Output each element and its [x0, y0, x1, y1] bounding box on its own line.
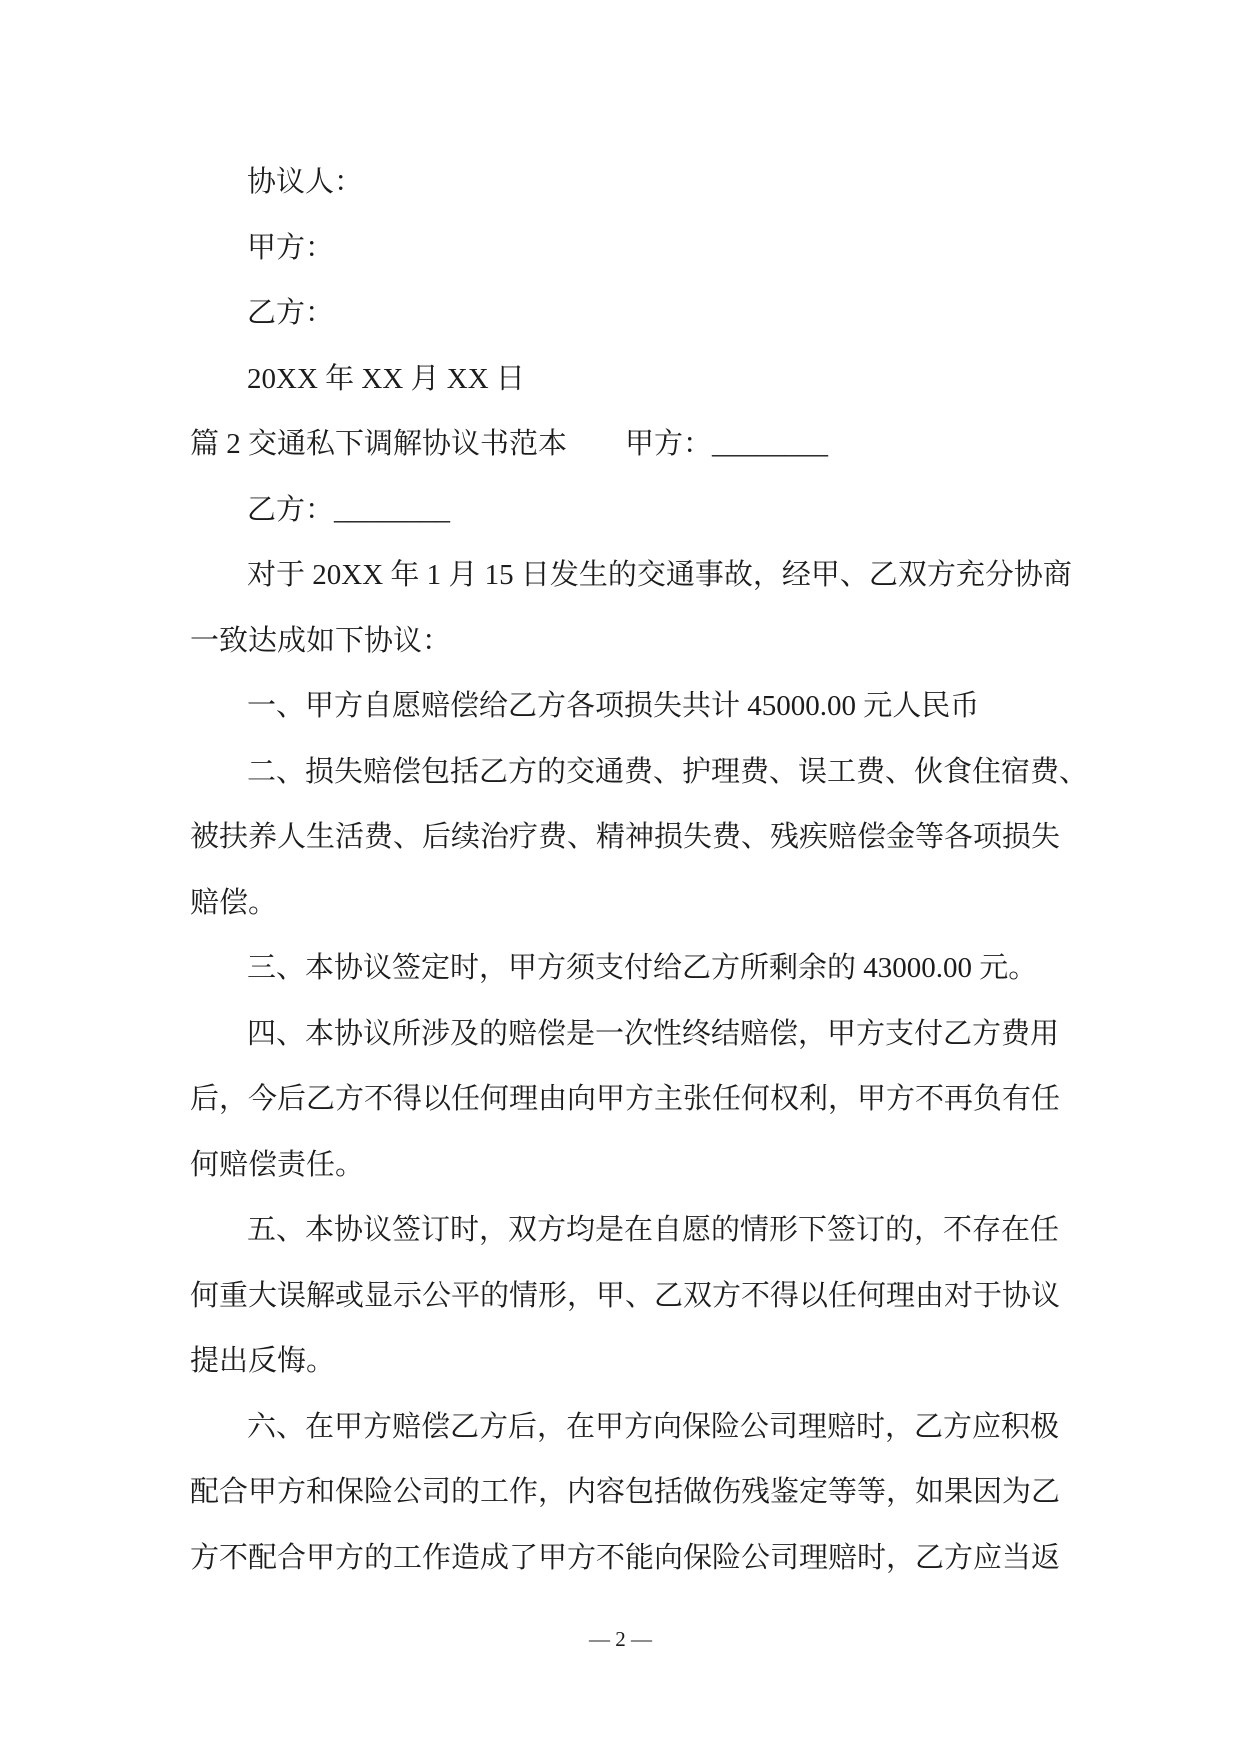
text-line: 对于 20XX 年 1 月 15 日发生的交通事故，经甲、乙双方充分协商	[247, 559, 1072, 591]
text-line: 三、本协议签定时，甲方须支付给乙方所剩余的 43000.00 元。	[247, 952, 1038, 984]
text-line: 篇 2 交通私下调解协议书范本 甲方：________	[190, 428, 829, 460]
text-line: 提出反悔。	[190, 1345, 336, 1377]
text-line: 何重大误解或显示公平的情形，甲、乙双方不得以任何理由对于协议	[190, 1279, 1061, 1312]
text-line: 二、损失赔偿包括乙方的交通费、护理费、误工费、伙食住宿费、	[247, 755, 1089, 788]
text-line: 六、在甲方赔偿乙方后，在甲方向保险公司理赔时，乙方应积极	[247, 1410, 1060, 1443]
text-line: 乙方：________	[247, 493, 451, 526]
text-line: 后，今后乙方不得以任何理由向甲方主张任何权利，甲方不再负有任	[190, 1083, 1061, 1115]
text-line: 甲方：	[247, 231, 335, 264]
text-line: 何赔偿责任。	[190, 1148, 365, 1181]
text-line: 乙方：	[247, 297, 335, 329]
text-line: 五、本协议签订时，双方均是在自愿的情形下签订的，不存在任	[247, 1214, 1060, 1246]
text-line: 协议人：	[247, 166, 364, 198]
text-line: 四、本协议所涉及的赔偿是一次性终结赔偿，甲方支付乙方费用	[247, 1017, 1060, 1050]
text-line: 方不配合甲方的工作造成了甲方不能向保险公司理赔时，乙方应当返	[190, 1541, 1061, 1574]
text-line: 一、甲方自愿赔偿给乙方各项损失共计 45000.00 元人民币	[247, 690, 980, 722]
document-lines	[190, 150, 1089, 1591]
text-line: 被扶养人生活费、后续治疗费、精神损失费、残疾赔偿金等各项损失	[190, 821, 1061, 853]
page-number: — 2 —	[589, 1627, 652, 1651]
text-line: 20XX 年 XX 月 XX 日	[247, 362, 525, 395]
text-line: 赔偿。	[190, 886, 278, 919]
text-line: 一致达成如下协议：	[190, 624, 452, 657]
text-line: 配合甲方和保险公司的工作，内容包括做伤残鉴定等等，如果因为乙	[190, 1476, 1061, 1508]
